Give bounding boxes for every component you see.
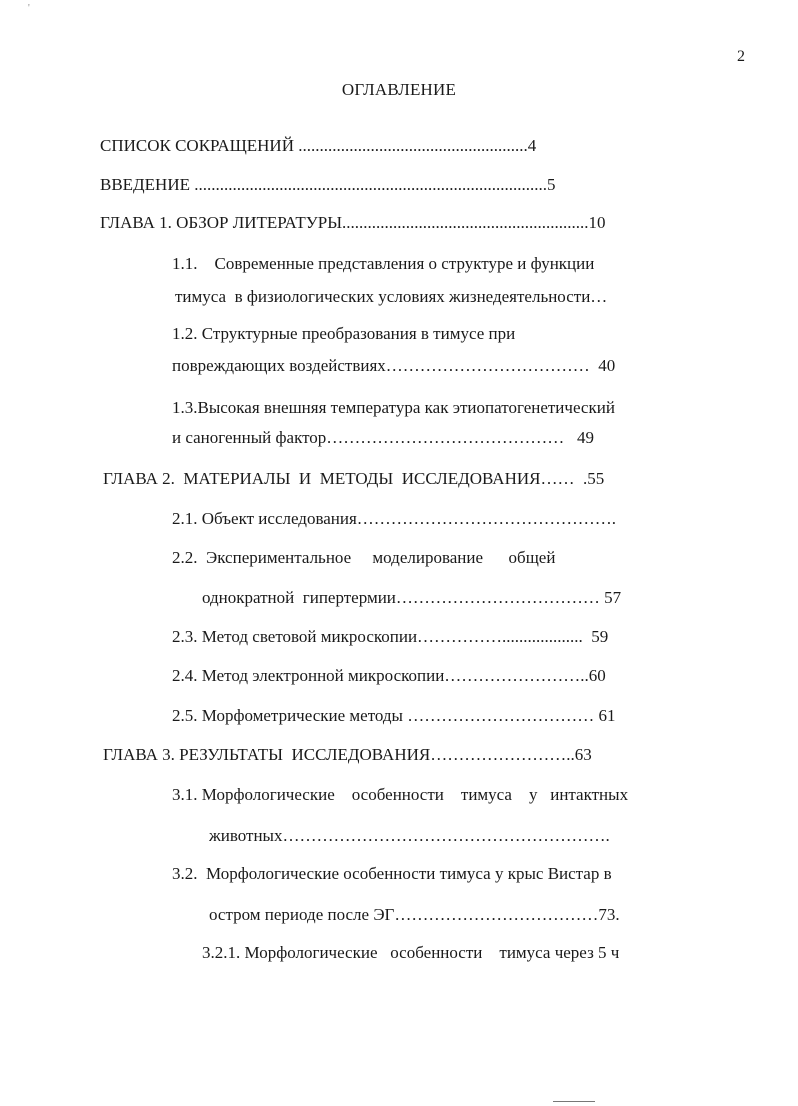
- toc-entry[interactable]: животных………………………………………………….: [209, 826, 610, 845]
- scan-edge-line: [553, 1101, 595, 1102]
- toc-entry[interactable]: и саногенный фактор…………………………………… 49: [172, 428, 595, 447]
- toc-entry[interactable]: ВВЕДЕНИЕ ...................................................................................5: [100, 175, 556, 194]
- toc-entry[interactable]: 2.5. Морфометрические методы …………………………… 61: [172, 706, 616, 725]
- toc-entry[interactable]: СПИСОК СОКРАЩЕНИЙ ......................................................4: [100, 136, 537, 155]
- toc-entry[interactable]: ГЛАВА 3. РЕЗУЛЬТАТЫ ИССЛЕДОВАНИЯ……………………..63: [103, 745, 592, 764]
- toc-entry[interactable]: повреждающих воздействиях……………………………… 40: [172, 356, 616, 375]
- toc-entry[interactable]: 2.1. Объект исследования……………………………………….: [172, 509, 617, 528]
- toc-entry[interactable]: 2.4. Метод электронной микроскопии……………………..60: [172, 666, 606, 685]
- toc-entry[interactable]: ГЛАВА 1. ОБЗОР ЛИТЕРАТУРЫ..........................................................10: [100, 213, 606, 232]
- toc-entry[interactable]: ГЛАВА 2. МАТЕРИАЛЫ И МЕТОДЫ ИССЛЕДОВАНИЯ…… .55: [103, 469, 605, 488]
- toc-entry[interactable]: 1.1. Современные представления о структуре и функции: [172, 254, 595, 273]
- toc-entry[interactable]: 3.1. Морфологические особенности тимуса у интактных: [172, 785, 629, 804]
- toc-entry[interactable]: 3.2.1. Морфологические особенности тимуса через 5 ч: [202, 943, 620, 962]
- scan-mark: ': [28, 3, 30, 14]
- toc-entry[interactable]: 2.3. Метод световой микроскопии……………................... 59: [172, 627, 609, 646]
- page-title: ОГЛАВЛЕНИЕ: [341, 80, 457, 99]
- toc-entry[interactable]: остром периоде после ЭГ………………………………73.: [209, 905, 620, 924]
- page-number: 2: [737, 48, 745, 65]
- toc-entry[interactable]: тимуса в физиологических условиях жизнедеятельности…: [175, 287, 608, 306]
- toc-entry[interactable]: однократной гипертермии……………………………… 57: [202, 588, 622, 607]
- toc-entry[interactable]: 2.2. Экспериментальное моделирование общей: [172, 548, 556, 567]
- toc-entry[interactable]: 1.2. Структурные преобразования в тимусе при: [172, 324, 516, 343]
- toc-entry[interactable]: 3.2. Морфологические особенности тимуса у крыс Вистар в: [172, 864, 612, 883]
- toc-entry[interactable]: 1.3.Высокая внешняя температура как этиопатогенетический: [172, 398, 615, 417]
